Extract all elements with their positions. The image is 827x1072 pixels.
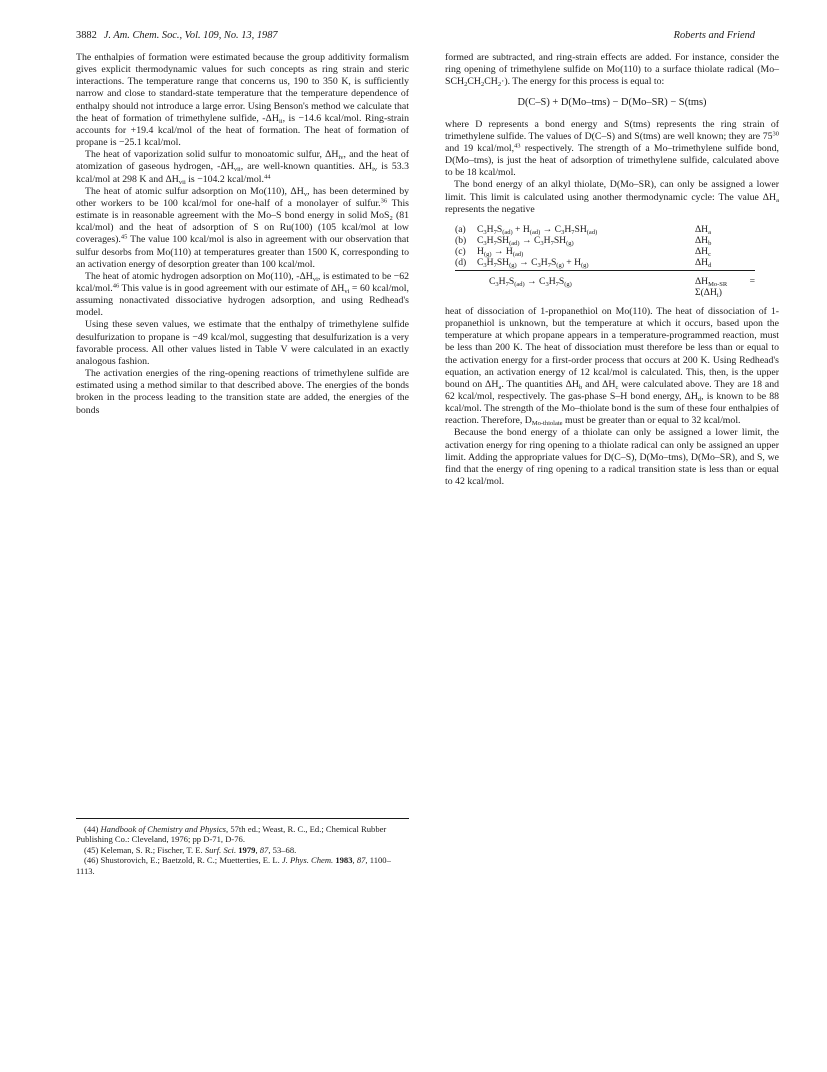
footnote-46: (46) Shustorovich, E.; Baetzold, R. C.; Muetterties, E. L. J. Phys. Chem. 1983, 87, 1100–1113. <box>76 855 391 876</box>
journal-citation: J. Am. Chem. Soc., Vol. 109, No. 13, 1987 <box>103 30 278 41</box>
paragraph: The activation energies of the ring-opening reactions of trimethylene sulfide are estimated using a method similar to that described above. The energies of the bonds broken in the process leading to the transition state are added, the energies of the bonds <box>76 368 409 416</box>
cycle-sum-enthalpy: $\Delta H_{Mo-SR} = \Sigma(\Delta H_i)$ <box>695 275 755 299</box>
paragraph: The enthalpies of formation were estimated because the group additivity formalism gives explicit thermodynamic values for such concepts as ring strain and steric interactions. The temperature range that concerns us, 190 to 350 K, is sufficiently narrow and close to standard-state temperature that the temperature dependence of enthalpy should not introduce a large error. Using Benson's method we calculate that the heat of formation of trimethylene sulfide, $-\Delta H_{ii}$, is −14.6 kcal/mol. Ring-strain accounts for +19.4 kcal/mol of the heat of formation. The heat of formation of propane is −25.1 kcal/mol. <box>76 52 409 149</box>
cycle-reaction: $C_3H_7S_{(ad)} + H_{(ad)} \to C_3H_7SH_{(ad)}$ <box>477 223 598 236</box>
cycle-sum-row <box>455 270 755 298</box>
paragraph: where D represents a bond energy and S(tms) represents the ring strain of trimethylene sulfide. The values of D(C–S) and S(tms) are well known; they are $75^{30}$ and 19 kcal/mol,$^{43}$ respectively. The strength of a Mo–trimethylene sulfide bond, D(Mo–tms), is just the heat of adsorption of trimethylene sulfide, calculated above to be 18 kcal/mol. <box>445 118 779 179</box>
paragraph: heat of dissociation of 1-propanethiol on Mo(110). The heat of dissociation of 1-propanethiol is unknown, but the temperature at which it occurs, based upon the temperature at which propane appears in a temperature-programmed reaction, must be less than 200 K. The heat of dissociation must therefore be less than or equal to the activation energy for a first-order process that occurs at 200 K. Using Redhead's equation, an activation energy of 12 kcal/mol is calculated. This, then, is the upper bound on $\Delta H_a$. The quantities $\Delta H_b$ and $\Delta H_c$ were calculated above. They are 18 and 62 kcal/mol, respectively. The gas-phase S–H bond energy, $\Delta H_d$, is known to be 88 kcal/mol. The strength of the Mo–thiolate bond is the sum of these four enthalpies of reaction. Therefore, $D_{Mo-thiolate}$ must be greater than or equal to 32 kcal/mol. <box>445 305 780 428</box>
cycle-reaction: $C_3H_7SH_{(ad)} \to C_3H_7SH_{(g)}$ <box>477 234 574 247</box>
cycle-row <box>455 257 755 271</box>
footnotes <box>76 818 409 876</box>
cycle-enthalpy: $\Delta H_c$ <box>695 245 711 258</box>
cycle-step-label: (b) <box>455 234 467 246</box>
paragraph: The bond energy of an alkyl thiolate, D(Mo–SR), can only be assigned a lower limit. This limit is calculated using another thermodynamic cycle: The value $\Delta H_a$ represents the negative <box>445 179 779 215</box>
cycle-step-label: (a) <box>455 223 466 235</box>
cycle-enthalpy: $\Delta H_a$ <box>695 223 711 236</box>
right-column <box>445 52 779 488</box>
cycle-row <box>455 235 755 246</box>
thermodynamic-cycle <box>455 224 755 298</box>
footnote-44: (44) Handbook of Chemistry and Physics, 57th ed.; Weast, R. C., Ed.; Chemical Rubber Publishing Co.: Cleveland, 1976; pp D-71, D-76. <box>76 824 387 845</box>
cycle-step-label: (c) <box>455 245 466 257</box>
header-left <box>76 28 278 44</box>
paragraph: The heat of atomic sulfur adsorption on Mo(110), $\Delta H_v$, has been determined by other workers to be 100 kcal/mol for one-half of a monolayer of sulfur.$^{36}$ This estimate is in reasonable agreement with the Mo–S bond energy in solid MoS$_2$ (81 kcal/mol) and the heat of adsorption of S on Ru(100) (105 kcal/mol at low coverages).$^{45}$ The value 100 kcal/mol is also in agreement with our observation that sulfur desorbs from Mo(110) at temperatures greater than 1500 K, corresponding to an activation energy of desorption greater than 100 kcal/mol. <box>76 185 409 270</box>
paragraph: The heat of atomic hydrogen adsorption on Mo(110), $-\Delta H_{vi}$, is estimated to be −62 kcal/mol.$^{46}$ This value is in good agreement with our estimate of $\Delta H_{vi} = 60$ kcal/mol, assuming nonactivated dissociative hydrogen adsorption, and using Redhead's model. <box>76 270 409 319</box>
running-header <box>76 28 755 44</box>
cycle-row <box>455 224 755 235</box>
cycle-reaction: $C_3H_7SH_{(g)} \to C_3H_7S_{(g)} + H_{(g)}$ <box>477 257 695 271</box>
cycle-enthalpy: $\Delta H_b$ <box>695 234 712 247</box>
cycle-step-label: (d) <box>455 257 477 271</box>
footnote-45: (45) Keleman, S. R.; Fischer, T. E. Surf. Sci. 1979, 87, 53–68. <box>84 844 297 855</box>
page-number: 3882 <box>76 30 97 41</box>
cycle-reaction: $H_{(g)} \to H_{(ad)}$ <box>477 245 524 258</box>
paragraph: Using these seven values, we estimate that the enthalpy of trimethylene sulfide desulfurization to propane is −49 kcal/mol, suggesting that desulfurization is a very favorable process. All other values listed in Table V were calculated in an exactly analogous fashion. <box>76 319 409 367</box>
cycle-sum-reaction: $C_3H_7S_{(ad)} \to C_3H_7S_{(g)}$ <box>477 275 572 288</box>
paragraph: Because the bond energy of a thiolate can only be assigned a lower limit, the activation energy for ring opening to a thiolate radical can only be assigned an upper limit. Adding the appropriate values for D(C–S), D(Mo–tms), D(Mo–SR), and S, we find that the energy of ring opening to a radical transition state is less than or equal to 42 kcal/mol. <box>445 427 779 488</box>
paragraph: formed are subtracted, and ring-strain effects are added. For instance, consider the ring opening of trimethylene sulfide on Mo(110) to a surface thiolate radical $(Mo-SCH_2CH_2CH_2\cdot)$. The energy for this process is equal to: <box>445 52 779 89</box>
paragraph: The heat of vaporization solid sulfur to monoatomic sulfur, $\Delta H_{iv}$, and the heat of atomization of gaseous hydrogen, $-\Delta H_{vii}$, are well-known quantities. $\Delta H_{iv}$ is 53.3 kcal/mol at 298 K and $\Delta H_{vii}$ is −104.2 kcal/mol.$^{44}$ <box>76 149 409 186</box>
cycle-row <box>455 246 755 257</box>
cycle-enthalpy: $\Delta H_d$ <box>695 257 755 271</box>
left-column <box>76 52 409 417</box>
header-authors: Roberts and Friend <box>673 30 755 41</box>
bond-energy-equation: D(C–S) + D(Mo–tms) − D(Mo–SR) − S(tms) <box>517 97 707 109</box>
